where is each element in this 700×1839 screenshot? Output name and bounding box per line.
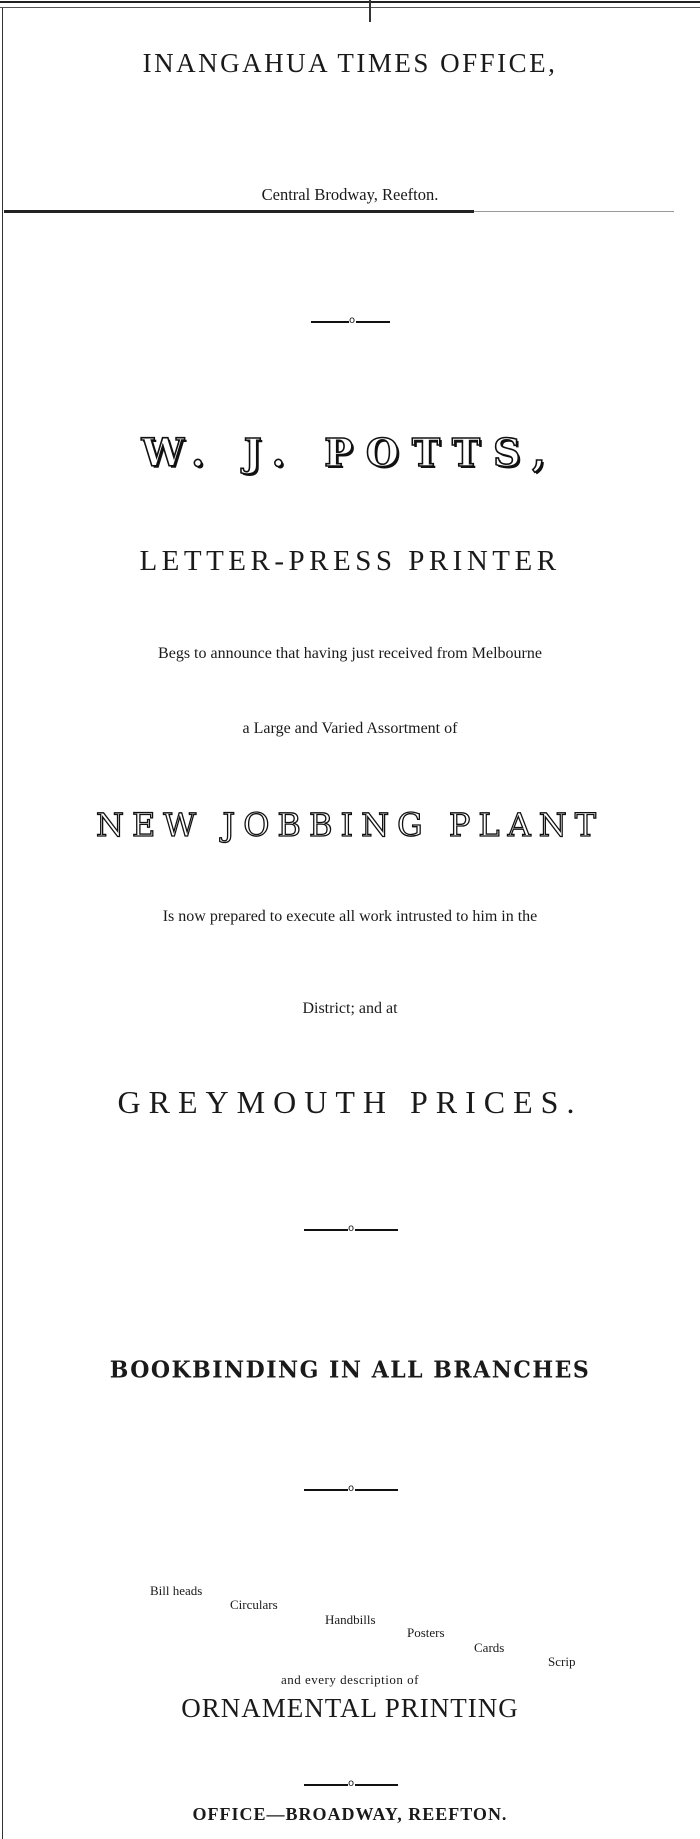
office-title: INANGAHUA TIMES OFFICE, <box>142 48 558 78</box>
top-center-tick <box>369 0 371 22</box>
separator-right <box>356 321 390 323</box>
separator-left <box>304 1229 348 1231</box>
item-posters: Posters <box>407 1625 445 1640</box>
prepared-line-1: Is now prepared to execute all work intrusted to him in the <box>162 908 538 925</box>
item-scrip: Scrip <box>548 1654 576 1669</box>
announce-line-2: a Large and Varied Assortment of <box>242 720 458 737</box>
item-circulars: Circulars <box>230 1597 278 1612</box>
office-footer: OFFICE—BROADWAY, REEFTON. <box>192 1804 508 1824</box>
top-border-rule-thin <box>0 7 700 8</box>
top-border-rule <box>0 1 700 3</box>
separator-left <box>311 321 349 323</box>
proprietor-name: W. J. POTTS, <box>141 430 559 475</box>
trade-heading: LETTER-PRESS PRINTER <box>139 545 561 577</box>
bookbinding-heading: BOOKBINDING IN ALL BRANCHES <box>109 1355 591 1385</box>
separator-ornament: o <box>348 1778 355 1789</box>
every-description-line: and every description of <box>281 1672 419 1687</box>
header-divider-rule <box>4 210 474 213</box>
prepared-line-2: District; and at <box>302 1000 398 1017</box>
separator-left <box>304 1489 348 1491</box>
item-handbills: Handbills <box>325 1612 376 1627</box>
separator-right <box>355 1229 398 1231</box>
item-bill-heads: Bill heads <box>150 1583 203 1598</box>
separator-ornament: o <box>348 1483 355 1494</box>
separator-right <box>355 1784 398 1786</box>
plant-heading: NEW JOBBING PLANT <box>95 806 605 844</box>
ornamental-heading: ORNAMENTAL PRINTING <box>181 1693 519 1723</box>
separator-ornament: o <box>348 1223 355 1234</box>
header-divider-rule-faint <box>474 211 674 212</box>
separator-ornament: o <box>349 315 356 326</box>
separator-right <box>355 1489 398 1491</box>
separator-left <box>304 1784 348 1786</box>
prices-heading: GREYMOUTH PRICES. <box>117 1084 583 1120</box>
item-cards: Cards <box>474 1640 505 1655</box>
announce-line-1: Begs to announce that having just received from Melbourne <box>158 645 542 662</box>
office-address: Central Brodway, Reefton. <box>261 185 439 204</box>
